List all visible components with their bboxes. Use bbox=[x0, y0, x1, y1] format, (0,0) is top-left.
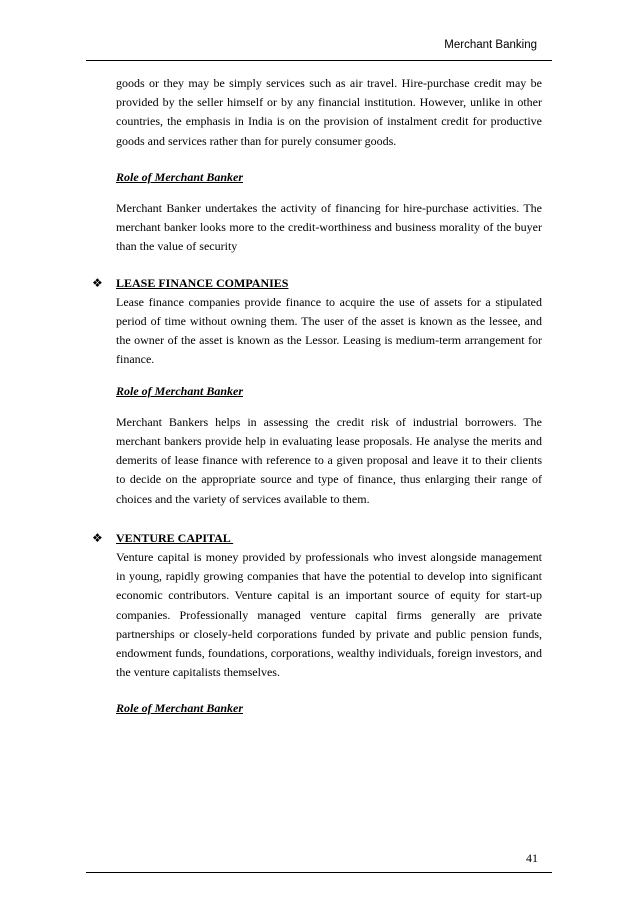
subheading-role-merchant-banker: Role of Merchant Banker bbox=[116, 169, 244, 184]
subheading-role-merchant-banker: Role of Merchant Banker bbox=[116, 383, 244, 398]
paragraph-lease-finance: Lease finance companies provide finance to acquire the use of assets for a stipulated period of time without owning them. The user of the asset is known as the lessee, and the owner of the asset is known as the Lessor. Leasing is medium-term arrangement for finance. bbox=[116, 294, 542, 367]
heading-venture-capital: VENTURE CAPITAL bbox=[116, 530, 234, 545]
paragraph-hire-purchase-continued: goods or they may be simply services such as air travel. Hire-purchase credit may be provided by the seller himself or by any financial institution. However, unlike in other countries, the emphasis in India is on the provision of instalment credit for productive goods and services rather than for purely consumer goods. bbox=[116, 76, 542, 148]
running-header-title: Merchant Banking bbox=[444, 39, 537, 51]
subheading-role-merchant-banker: Role of Merchant Banker bbox=[116, 701, 244, 716]
page-number: 41 bbox=[526, 851, 538, 865]
diamond-bullet-icon: ❖ bbox=[92, 275, 103, 290]
paragraph-venture-capital: Venture capital is money provided by professionals who invest alongside management in young, rapidly growing companies that have the potential to develop into significant economic contributors. Venture capital is an important source of equity for start-up companies. Professionally managed venture capital firms generally are private partnerships or closely-held corporations funded by private and public pension funds, endowment funds, foundations, corporations, wealthy individuals, foreign investors, and the venture capitalists themselves. bbox=[116, 550, 542, 680]
page-body bbox=[92, 74, 542, 719]
section-venture-capital bbox=[92, 529, 542, 548]
header-rule bbox=[86, 60, 552, 61]
section-lease-finance bbox=[92, 274, 542, 293]
paragraph-lease-finance-role: Merchant Bankers helps in assessing the credit risk of industrial borrowers. The merchant bankers provide help in evaluating lease proposals. He analyse the merits and demerits of lease finance with reference to a given proposal and leave it to their clients to decide on the appropriate source and type of finance, thus enlarging their range of choices and the variety of services available to them. bbox=[116, 414, 542, 506]
footer-rule bbox=[86, 872, 552, 873]
paragraph-hire-purchase-role: Merchant Banker undertakes the activity of financing for hire-purchase activities. The merchant banker looks more to the credit-worthiness and business morality of the buyer than the value of security bbox=[116, 201, 542, 254]
heading-lease-finance-companies: LEASE FINANCE COMPANIES bbox=[116, 275, 289, 290]
diamond-bullet-icon: ❖ bbox=[92, 530, 103, 545]
